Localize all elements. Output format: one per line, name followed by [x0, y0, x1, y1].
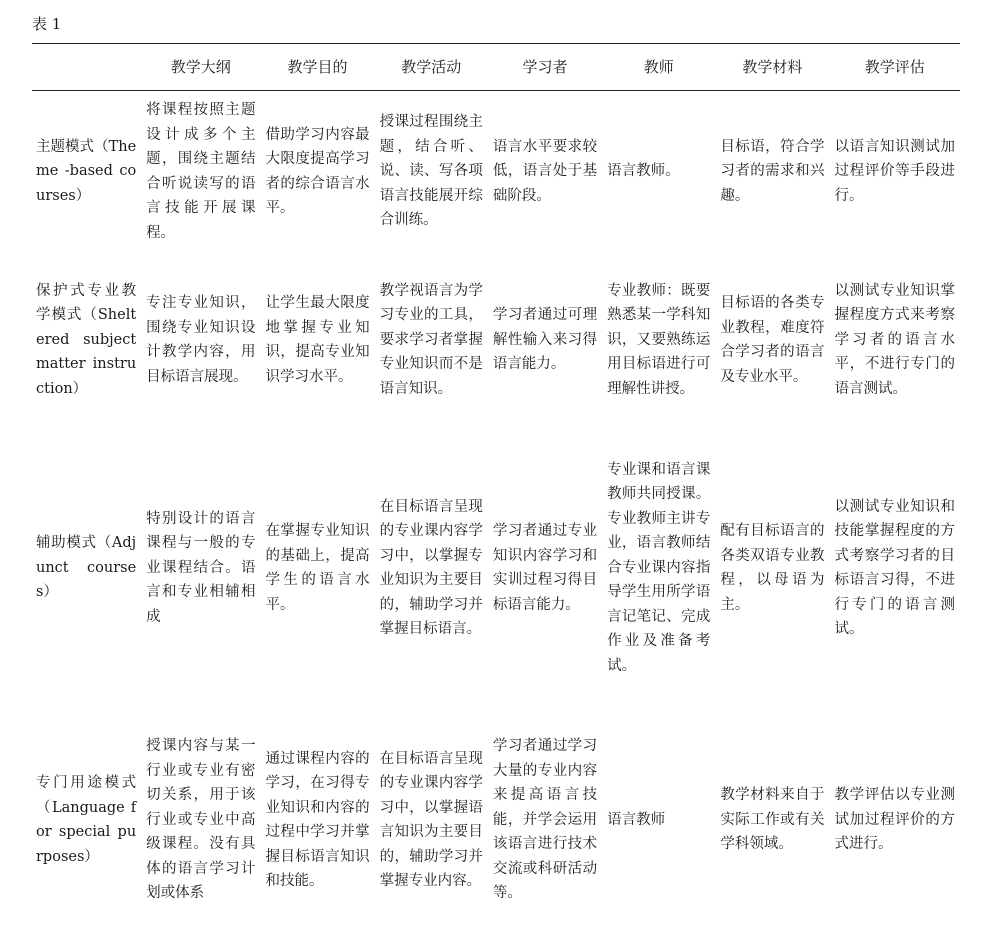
header-cell-learner: 学习者 [522, 57, 568, 76]
table-cell: 让学生最大限度地掌握专业知识，提高专业知识学习水平。 [265, 295, 370, 385]
table-cell: 在掌握专业知识的基础上，提高学生的语言水平。 [265, 523, 370, 613]
row-mode-label: 辅助模式（Adjunct courses） [36, 535, 137, 601]
table-cell: 将课程按照主题设计成多个主题，围绕主题结合听说读写的语言技能开展课程。 [146, 102, 256, 241]
header-cell-corner [32, 44, 141, 90]
table-cell: 专业教师：既要熟悉某一学科知识，又要熟练运用目标语进行可理解性讲授。 [607, 282, 711, 397]
table-cell: 学习者通过学习大量的专业内容来提高语言技能，并学会运用该语言进行技术交流或科研活动等。 [492, 738, 598, 902]
table-cell: 配有目标语言的各类双语专业教程，以母语为主。 [720, 523, 825, 613]
table-cell: 语言教师 [607, 811, 666, 828]
table-cell: 语言教师。 [607, 163, 680, 180]
table-cell: 以测试专业知识掌握程度方式来考察学习者的语言水平，不进行专门的语言测试。 [834, 282, 955, 397]
header-cell-activity: 教学活动 [401, 57, 462, 76]
table-cell: 学习者通过可理解性输入来习得语言能力。 [492, 307, 598, 373]
table-row [32, 253, 960, 427]
row-mode-label: 保护式专业教学模式（Sheltered subject matter instruction） [36, 282, 137, 397]
row-mode-label: 主题模式（Theme -based courses） [36, 138, 137, 204]
header-cell-materials: 教学材料 [742, 57, 803, 76]
table-cell: 教学材料来自于实际工作或有关学科领域。 [720, 787, 825, 853]
table-cell: 授课内容与某一行业或专业有密切关系，用于该行业或专业中高级课程。没有具体的语言学习计划或体系 [146, 738, 256, 902]
table-cell: 目标语，符合学习者的需求和兴趣。 [720, 138, 825, 204]
table-cell: 借助学习内容最大限度提高学习者的综合语言水平。 [265, 126, 370, 216]
table-cell: 学习者通过专业知识内容学习和实训过程习得目标语言能力。 [492, 523, 598, 613]
table-cell: 目标语的各类专业教程，难度符合学习者的语言及专业水平。 [720, 295, 825, 385]
table-row [32, 709, 960, 931]
table-caption: 表 1 [32, 15, 62, 33]
table-cell: 教学视语言为学习专业的工具，要求学习者掌握专业知识而不是语言知识。 [379, 282, 483, 397]
header-cell-syllabus: 教学大纲 [170, 57, 231, 76]
header-row [32, 44, 960, 90]
table-cell: 在目标语言呈现的专业课内容学习中，以掌握专业知识为主要目的，辅助学习并掌握目标语言。 [379, 498, 483, 637]
header-cell-assessment: 教学评估 [864, 57, 925, 76]
table-cell: 专业课和语言课教师共同授课。专业教师主讲专业，语言教师结合专业课内容指导学生用所学语言记笔记、完成作业及准备考试。 [607, 461, 711, 674]
table-cell: 特别设计的语言课程与一般的专业课程结合。语言和专业相辅相成 [146, 510, 256, 625]
comparison-table [32, 44, 960, 931]
table-cell: 以测试专业知识和技能掌握程度的方式考察学习者的目标语言习得，不进行专门的语言测试。 [834, 498, 955, 637]
table-row [32, 90, 960, 253]
table-cell: 专注专业知识，围绕专业知识设计教学内容，用目标语言展现。 [146, 295, 256, 385]
table-cell: 教学评估以专业测试加过程评价的方式进行。 [834, 787, 955, 853]
header-cell-goal: 教学目的 [287, 57, 348, 76]
table-cell: 语言水平要求较低，语言处于基础阶段。 [492, 138, 598, 204]
row-mode-label: 专门用途模式（Language for special purposes） [36, 775, 137, 865]
table-cell: 以语言知识测试加过程评价等手段进行。 [834, 138, 955, 204]
table-cell: 在目标语言呈现的专业课内容学习中，以掌握语言知识为主要目的，辅助学习并掌握专业内容。 [379, 750, 483, 889]
table-cell: 授课过程围绕主题，结合听、说、读、写各项语言技能展开综合训练。 [379, 114, 483, 229]
table-row [32, 427, 960, 709]
table-cell: 通过课程内容的学习，在习得专业知识和内容的过程中学习并掌握目标语言知识和技能。 [265, 750, 370, 889]
header-cell-teacher: 教师 [643, 57, 674, 76]
